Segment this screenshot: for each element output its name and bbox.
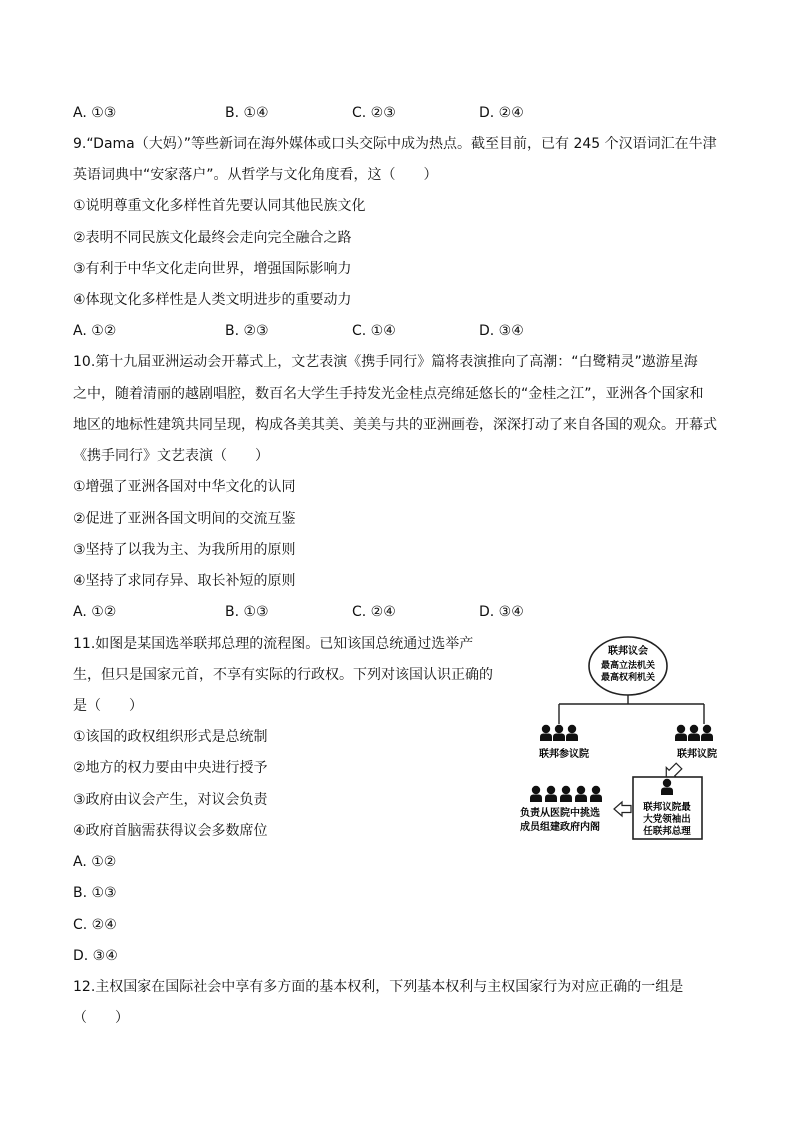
q9-option-b: B. ②③ — [225, 323, 269, 339]
q10-option-b: B. ①③ — [225, 604, 269, 620]
q10-options — [73, 602, 633, 622]
cabinet-line-2: 成员组建政府内阁 — [520, 822, 600, 833]
q9-item-1: ①说明尊重文化多样性首先要认同其他民族文化 — [73, 198, 366, 214]
cabinet-members-icon — [530, 786, 602, 802]
q9-option-d: D. ③④ — [479, 323, 524, 339]
q10-option-a: A. ①② — [73, 604, 117, 620]
q9-item-2: ②表明不同民族文化最终会走向完全融合之路 — [73, 230, 352, 246]
bundestag-label: 联邦议院 — [677, 749, 717, 760]
q9-item-3: ③有利于中华文化走向世界，增强国际影响力 — [73, 261, 352, 277]
q9-stem-line-2: 英语词典中“安家落户”。从哲学与文化角度看，这（ ） — [73, 167, 438, 183]
q8-option-b: B. ①④ — [225, 105, 269, 121]
q9-option-a: A. ①② — [73, 323, 117, 339]
q11-item-3: ③政府由议会产生，对议会负责 — [73, 792, 268, 808]
q11-item-1: ①该国的政权组织形式是总统制 — [73, 729, 268, 745]
q12-stem-line-1: 12.主权国家在国际社会中享有多方面的基本权利，下列基本权利与主权国家行为对应正确的一组是 — [73, 979, 684, 995]
q9-stem-line-1: 9.“Dama（大妈）”等些新词在海外媒体或口头交际中成为热点。截至目前，已有 245 个汉语词汇在牛津 — [73, 136, 717, 152]
q8-option-a: A. ①③ — [73, 105, 117, 121]
federal-parliament-line-3: 最高权利机关 — [600, 673, 656, 683]
senate-label: 联邦参议院 — [539, 749, 589, 760]
q8-option-d: D. ②④ — [479, 105, 524, 121]
q10-option-c: C. ②④ — [352, 604, 396, 620]
q8-options — [73, 103, 633, 123]
q11-item-4: ④政府首脑需获得议会多数席位 — [73, 823, 268, 839]
q11-stem-line-3: 是（ ） — [73, 698, 143, 714]
q9-options — [73, 321, 633, 341]
q11-stem-line-1: 11.如图是某国选举联邦总理的流程图。已知该国总统通过选举产 — [73, 636, 474, 652]
q10-item-2: ②促进了亚洲各国文明间的交流互鉴 — [73, 511, 296, 527]
arrow-left-icon — [614, 802, 631, 816]
q10-stem-line-3: 地区的地标性建筑共同呈现，构成各美其美、美美与共的亚洲画卷，深深打动了来自各国的观众。开幕式 — [73, 417, 717, 433]
tree-connector — [559, 695, 704, 724]
q11-stem-line-2: 生，但只是国家元首，不享有实际的行政权。下列对该国认识正确的 — [73, 667, 493, 683]
chancellor-box-line-3: 任联邦总理 — [643, 826, 691, 837]
cabinet-line-1: 负责从医院中挑选 — [520, 808, 600, 819]
q10-stem-line-1: 10.第十九届亚洲运动会开幕式上，文艺表演《携手同行》篇将表演推向了高潮：“白鹭精灵”遨游星海 — [73, 354, 698, 370]
q11-option-a: A. ①② — [73, 854, 117, 870]
q9-item-4: ④体现文化多样性是人类文明进步的重要动力 — [73, 292, 352, 308]
chancellor-box-line-2: 大党领袖出 — [643, 814, 691, 825]
q11-option-c: C. ②④ — [73, 917, 117, 933]
q12-stem-line-2: （ ） — [73, 1010, 129, 1026]
q11-option-d: D. ③④ — [73, 948, 118, 964]
q9-option-c: C. ①④ — [352, 323, 396, 339]
senate-members-icon — [540, 725, 578, 741]
q10-item-1: ①增强了亚洲各国对中华文化的认同 — [73, 479, 296, 495]
q10-item-3: ③坚持了以我为主、为我所用的原则 — [73, 542, 296, 558]
q10-option-d: D. ③④ — [479, 604, 524, 620]
q10-item-4: ④坚持了求同存异、取长补短的原则 — [73, 573, 296, 589]
federal-parliament-title: 联邦议会 — [608, 646, 648, 657]
bundestag-members-icon — [675, 725, 713, 741]
q10-stem-line-2: 之中，随着清丽的越剧唱腔，数百名大学生手持发光金桂点亮绵延悠长的“金桂之江”，亚洲各个国家和 — [73, 386, 704, 402]
chancellor-box-line-1: 联邦议院最 — [643, 802, 691, 813]
q8-option-c: C. ②③ — [352, 105, 396, 121]
q11-item-2: ②地方的权力要由中央进行授予 — [73, 760, 268, 776]
q11-option-b: B. ①③ — [73, 885, 117, 901]
q10-stem-line-4: 《携手同行》文艺表演（ ） — [73, 448, 269, 464]
q11-flowchart — [505, 632, 740, 847]
federal-parliament-line-2: 最高立法机关 — [600, 661, 656, 671]
